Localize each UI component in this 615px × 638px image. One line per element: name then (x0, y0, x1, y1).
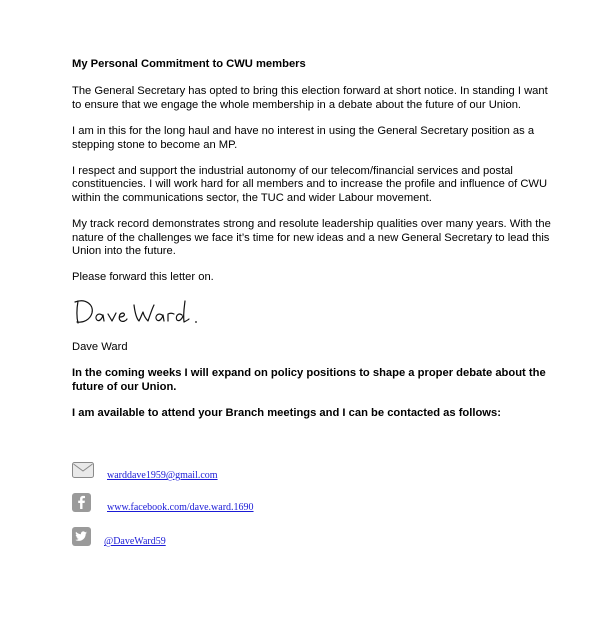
twitter-contact (72, 527, 472, 549)
envelope-icon (72, 462, 94, 478)
paragraph-4: My track record demonstrates strong and resolute leadership qualities over many years. With the nature of the challenges we face it’s time for new ideas and a new General Secretary to lead this Union into the future. (72, 218, 551, 258)
email-link[interactable]: warddave1959@gmail.com (107, 470, 218, 481)
closing-statement: In the coming weeks I will expand on policy positions to shape a proper debate about the future of our Union. (72, 367, 546, 393)
facebook-link[interactable]: www.facebook.com/dave.ward.1690 (107, 502, 254, 513)
letter-body (72, 58, 552, 434)
twitter-icon (72, 527, 91, 546)
paragraph-3: I respect and support the industrial autonomy of our telecom/financial services and postal constituencies. I will work hard for all members and to increase the profile and influence of CWU within the communications sector, the TUC and wider Labour movement. (72, 165, 548, 204)
paragraph-1: The General Secretary has opted to bring this election forward at short notice. In standing I want to ensure that we engage the whole membership in a debate about the future of our Union. (72, 85, 548, 111)
paragraph-5: Please forward this letter on. (72, 271, 214, 284)
facebook-icon (72, 493, 91, 512)
twitter-link[interactable]: @DaveWard59 (104, 536, 166, 547)
letter-heading: My Personal Commitment to CWU members (72, 58, 306, 70)
signer-name: Dave Ward (72, 340, 128, 353)
facebook-contact (72, 493, 472, 515)
email-contact (72, 462, 472, 484)
contact-intro: I am available to attend your Branch meetings and I can be contacted as follows: (72, 407, 501, 420)
paragraph-2: I am in this for the long haul and have no interest in using the General Secretary position as a stepping stone to become an MP. (72, 125, 535, 151)
handwritten-signature (72, 295, 202, 329)
